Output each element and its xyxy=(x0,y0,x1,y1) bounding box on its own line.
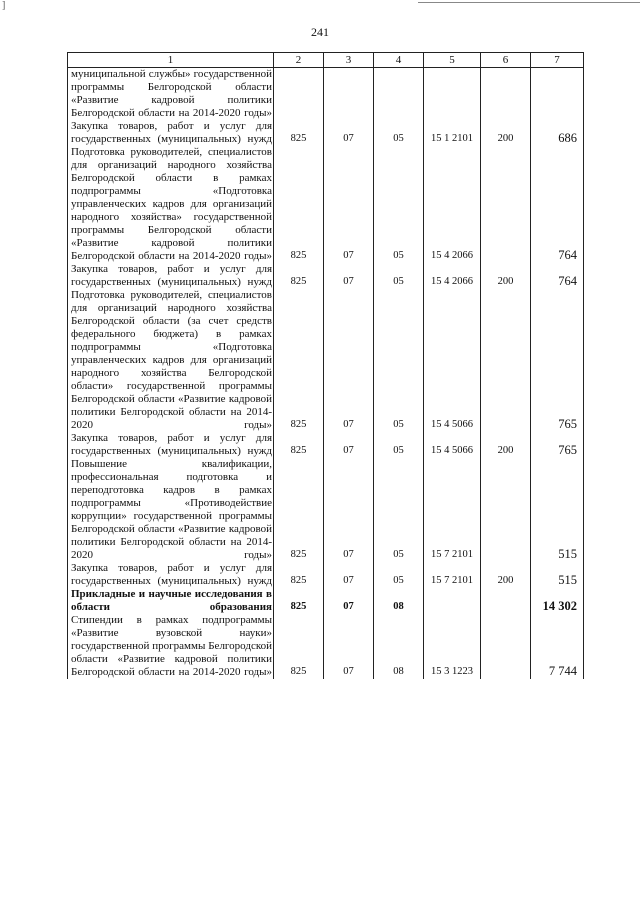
row-code-5 xyxy=(424,263,481,289)
row-code-2-text: 825 xyxy=(290,601,307,612)
table-row xyxy=(68,562,584,588)
row-amount-text: 7 744 xyxy=(548,664,577,678)
row-code-5 xyxy=(424,614,481,679)
row-name xyxy=(68,458,274,562)
row-code-2-text: 825 xyxy=(290,549,307,560)
row-code-3 xyxy=(324,263,374,289)
table-row xyxy=(68,289,584,432)
row-amount xyxy=(531,458,584,562)
row-code-5 xyxy=(424,458,481,562)
row-name xyxy=(68,432,274,458)
col-header: 2 xyxy=(274,53,324,68)
row-code-4-text: 08 xyxy=(393,666,404,677)
row-code-2-text: 825 xyxy=(290,133,307,144)
row-code-3-text: 07 xyxy=(343,575,354,586)
row-code-5-text: 15 4 2066 xyxy=(431,276,473,287)
row-code-3 xyxy=(324,588,374,614)
row-code-3-text: 07 xyxy=(343,445,354,456)
table-row xyxy=(68,614,584,679)
row-code-6 xyxy=(481,562,531,588)
row-code-4-text: 05 xyxy=(393,549,404,560)
row-name-text: Прикладные и научные исследования в области образования xyxy=(71,588,272,613)
row-code-5-text: 15 7 2101 xyxy=(431,549,473,560)
table-row xyxy=(68,146,584,263)
row-code-3 xyxy=(324,120,374,146)
row-code-3-text: 07 xyxy=(343,666,354,677)
row-code-3 xyxy=(324,146,374,263)
row-name-text: Закупка товаров, работ и услуг для государственных (муниципальных) нужд xyxy=(71,562,272,587)
row-code-4 xyxy=(374,458,424,562)
row-code-6 xyxy=(481,289,531,432)
col-header: 4 xyxy=(374,53,424,68)
row-code-6 xyxy=(481,614,531,679)
row-code-5 xyxy=(424,146,481,263)
row-code-3-text: 07 xyxy=(343,549,354,560)
row-name xyxy=(68,562,274,588)
row-code-4 xyxy=(374,614,424,679)
row-amount xyxy=(531,146,584,263)
row-code-4-text: 05 xyxy=(393,419,404,430)
row-name xyxy=(68,588,274,614)
row-code-5-text: 15 4 5066 xyxy=(431,419,473,430)
row-code-2 xyxy=(274,432,324,458)
row-code-4-text: 05 xyxy=(393,250,404,261)
row-name-text: Закупка товаров, работ и услуг для государственных (муниципальных) нужд xyxy=(71,432,272,457)
row-name-text: Повышение квалификации, профессиональная подготовка и переподготовка кадров в рамках подпрограммы «Противодействие коррупции» государственной программы Белгородской области «Развитие кадровой политики Белгородской области на 2014-2020 годы» xyxy=(71,458,272,561)
row-code-2 xyxy=(274,263,324,289)
col-header: 5 xyxy=(424,53,481,68)
row-code-2 xyxy=(274,289,324,432)
row-code-2 xyxy=(274,588,324,614)
row-code-6-text: 200 xyxy=(497,445,514,456)
row-amount xyxy=(531,432,584,458)
row-name-text: Подготовка руководителей, специалистов для организаций народного хозяйства Белгородской области в рамках подпрограммы «Подготовка управленческих кадров для организаций народного хозяйства» государственной программы Белгородской области «Развитие кадровой политики Белгородской области на 2014-2020 годы» xyxy=(71,146,272,262)
col-header: 3 xyxy=(324,53,374,68)
row-code-5 xyxy=(424,562,481,588)
table-row xyxy=(68,588,584,614)
row-code-2-text: 825 xyxy=(290,276,307,287)
row-code-4-text: 05 xyxy=(393,276,404,287)
row-name-text: Закупка товаров, работ и услуг для государственных (муниципальных) нужд xyxy=(71,263,272,288)
row-code-4 xyxy=(374,562,424,588)
row-code-4-text: 05 xyxy=(393,445,404,456)
row-name-text: муниципальной службы» государственной программы Белгородской области «Развитие кадровой политики Белгородской области на 2014-2020 годы» xyxy=(71,68,272,119)
row-code-3-text: 07 xyxy=(343,601,354,612)
row-amount xyxy=(531,562,584,588)
row-code-3 xyxy=(324,614,374,679)
row-code-4 xyxy=(374,432,424,458)
row-code-2-text: 825 xyxy=(290,250,307,261)
row-code-4 xyxy=(374,68,424,121)
row-code-5-text: 15 7 2101 xyxy=(431,575,473,586)
row-amount-text: 765 xyxy=(558,443,577,457)
row-amount-text: 765 xyxy=(558,417,577,431)
row-code-2 xyxy=(274,146,324,263)
budget-table xyxy=(67,52,584,679)
row-code-4-text: 05 xyxy=(393,575,404,586)
row-name-text: Подготовка руководителей, специалистов для организаций народного хозяйства Белгородской области (за счет средств федерального бюджета) в рамках подпрограммы «Подготовка управленческих кадров для организаций народного хозяйства Белгородской области» государственной программы Белгородской области «Развитие кадровой политики Белгородской области на 2014-2020 годы» xyxy=(71,289,272,431)
row-code-6 xyxy=(481,146,531,263)
row-code-5-text: 15 3 1223 xyxy=(431,666,473,677)
col-header: 1 xyxy=(68,53,274,68)
row-code-3 xyxy=(324,458,374,562)
row-amount-text: 764 xyxy=(558,248,577,262)
row-code-6-text: 200 xyxy=(497,575,514,586)
row-code-5 xyxy=(424,68,481,121)
top-rule xyxy=(418,2,640,3)
col-header: 7 xyxy=(531,53,584,68)
row-name-text: Стипендии в рамках подпрограммы «Развитие вузовской науки» государственной программы Белгородской области «Развитие кадровой политики Белгородской области на 2014-2020 годы» xyxy=(71,614,272,678)
page-number: 241 xyxy=(311,25,329,39)
row-code-6 xyxy=(481,120,531,146)
row-amount xyxy=(531,263,584,289)
row-amount-text: 515 xyxy=(558,573,577,587)
row-code-2 xyxy=(274,614,324,679)
row-code-2 xyxy=(274,562,324,588)
table-row xyxy=(68,432,584,458)
row-amount xyxy=(531,68,584,121)
row-code-6-text xyxy=(481,678,530,679)
row-code-5-text: 15 4 2066 xyxy=(431,250,473,261)
row-amount xyxy=(531,588,584,614)
row-amount-text: 14 302 xyxy=(542,599,577,613)
row-name xyxy=(68,68,274,121)
row-code-5 xyxy=(424,120,481,146)
row-code-5 xyxy=(424,289,481,432)
row-name xyxy=(68,120,274,146)
row-code-6 xyxy=(481,68,531,121)
table-row xyxy=(68,458,584,562)
row-code-2-text: 825 xyxy=(290,666,307,677)
row-code-5 xyxy=(424,588,481,614)
row-code-4 xyxy=(374,289,424,432)
row-amount xyxy=(531,614,584,679)
row-amount xyxy=(531,289,584,432)
row-code-2-text: 825 xyxy=(290,419,307,430)
row-code-5 xyxy=(424,432,481,458)
row-code-3-text: 07 xyxy=(343,133,354,144)
header-row xyxy=(68,53,584,68)
row-code-6-text: 200 xyxy=(497,133,514,144)
row-code-4 xyxy=(374,588,424,614)
row-code-2 xyxy=(274,458,324,562)
row-code-6 xyxy=(481,432,531,458)
row-code-2-text: 825 xyxy=(290,445,307,456)
row-name xyxy=(68,263,274,289)
row-code-3-text: 07 xyxy=(343,250,354,261)
row-code-2 xyxy=(274,68,324,121)
row-code-4 xyxy=(374,146,424,263)
row-amount xyxy=(531,120,584,146)
row-code-4 xyxy=(374,263,424,289)
row-code-4-text: 08 xyxy=(393,601,404,612)
table-row xyxy=(68,68,584,121)
row-code-3 xyxy=(324,562,374,588)
row-code-3 xyxy=(324,68,374,121)
row-name xyxy=(68,146,274,263)
row-code-3 xyxy=(324,432,374,458)
row-amount-text: 686 xyxy=(558,131,577,145)
row-code-6 xyxy=(481,458,531,562)
row-code-2 xyxy=(274,120,324,146)
table-row xyxy=(68,263,584,289)
row-code-6 xyxy=(481,263,531,289)
row-code-5-text: 15 4 5066 xyxy=(431,445,473,456)
row-code-4 xyxy=(374,120,424,146)
row-code-6 xyxy=(481,588,531,614)
corner-mark: ] xyxy=(2,0,6,11)
col-header: 6 xyxy=(481,53,531,68)
row-name-text: Закупка товаров, работ и услуг для государственных (муниципальных) нужд xyxy=(71,120,272,145)
row-code-5-text: 15 1 2101 xyxy=(431,133,473,144)
row-code-6-text: 200 xyxy=(497,276,514,287)
row-amount-text: 764 xyxy=(558,274,577,288)
row-code-2-text: 825 xyxy=(290,575,307,586)
row-code-4-text: 05 xyxy=(393,133,404,144)
row-code-3 xyxy=(324,289,374,432)
row-code-3-text: 07 xyxy=(343,419,354,430)
row-code-3-text: 07 xyxy=(343,276,354,287)
table-row xyxy=(68,120,584,146)
row-amount-text: 515 xyxy=(558,547,577,561)
row-name xyxy=(68,289,274,432)
row-name xyxy=(68,614,274,679)
